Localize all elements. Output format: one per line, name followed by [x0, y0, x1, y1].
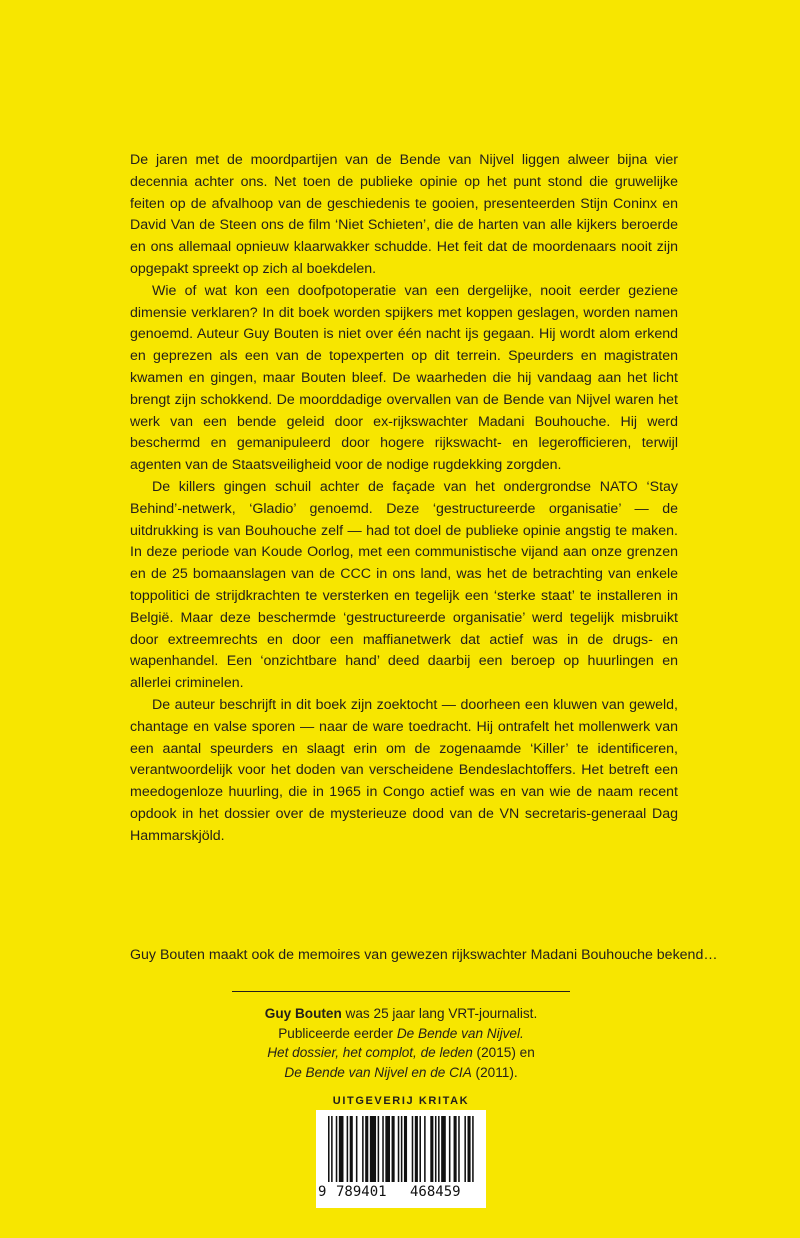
barcode-bar — [331, 1116, 333, 1182]
barcode-bar — [370, 1116, 376, 1182]
barcode-bar — [378, 1116, 380, 1182]
blurb-text — [130, 150, 678, 848]
isbn-left-group: 789401 — [336, 1184, 387, 1200]
closing-line: Guy Bouten maakt ook de memoires van gewezen rijkswachter Madani Bouhouche bekend… — [130, 947, 718, 963]
author-name: Guy Bouten — [264, 1006, 342, 1021]
barcode-bar — [365, 1116, 368, 1182]
barcode-bar — [398, 1116, 400, 1182]
bio-book-title-2: De Bende van Nijvel en de CIA — [284, 1064, 472, 1080]
barcode-bar — [328, 1116, 330, 1182]
barcode-bar — [438, 1116, 440, 1182]
barcode-bar — [347, 1116, 349, 1182]
bio-line-3-plain: (2015) en — [472, 1045, 535, 1060]
barcode-bar — [356, 1116, 358, 1182]
barcode-bar — [336, 1116, 338, 1182]
barcode-bar — [441, 1116, 446, 1182]
barcode-bar — [435, 1116, 437, 1182]
isbn-number — [316, 1180, 486, 1208]
barcode-bar — [362, 1116, 364, 1182]
barcode-bar — [454, 1116, 457, 1182]
isbn-right-group: 468459 — [410, 1184, 461, 1200]
barcode-bar — [419, 1116, 421, 1182]
publisher-name: UITGEVERIJ KRITAK — [332, 1095, 470, 1107]
barcode-bar — [404, 1116, 407, 1182]
blurb-paragraph-3: De killers gingen schuil achter de façade van het ondergrondse NATO ‘Stay Behind’-netwerk, ‘Gladio’ genoemd. Deze ‘gestructureerde organisatie’ — de uitdrukking is van Bouhouche zelf — had tot doel de publieke opinie angstig te maken. In deze periode van Koude Oorlog, met een communistische vijand aan onze grenzen en de 25 bomaanslagen van de CCC in ons land, was het de betrachting van enkele toppolitici de strijdkrachten te versterken en tegelijk een ‘sterke staat’ te installeren in België. Maar deze beschermde ‘gestructureerde organisatie’ werd tegelijk misbruikt door extreemrechts en door een maffianetwerk dat actief was in de drugs- en wapenhandel. Een ‘onzichtbare hand’ deed daarbij een beroep op huurlingen en allerlei criminelen. — [130, 478, 678, 692]
bio-book-title-1b: Het dossier, het complot, de leden — [267, 1045, 473, 1060]
barcode-bar — [392, 1116, 395, 1182]
barcode-bar — [468, 1116, 471, 1182]
barcode-bar — [464, 1116, 466, 1182]
bio-line-4-plain: (2011). — [471, 1064, 518, 1080]
author-bio — [232, 1004, 570, 1082]
barcode-bar — [472, 1116, 474, 1182]
divider-rule — [232, 991, 570, 992]
blurb-paragraph-4: De auteur beschrijft in dit boek zijn zoektocht — doorheen een kluwen van geweld, chantage en valse sporen — naar de ware toedracht. Hij ontrafelt het mollenwerk van een aantal speurders en slaagt erin om de zogenaamde ‘Killer’ te identificeren, verantwoordelijk voor het doden van verscheidene Bendeslachtoffers. Het betreft een meedogenloze huurling, die in 1965 in Congo actief was en van wie de naam recent opdook in het dossier over de mysterieuze dood van de VN secretaris-generaal Dag Hammarskjöld. — [130, 696, 678, 844]
bio-book-title-1a: De Bende van Nijvel. — [396, 1025, 524, 1041]
barcode-bar — [385, 1116, 390, 1182]
barcode-bar — [415, 1116, 418, 1182]
barcode-bar — [424, 1116, 426, 1182]
barcode-bar — [412, 1116, 414, 1182]
barcode-bar — [458, 1116, 460, 1182]
barcode-bar — [401, 1116, 403, 1182]
barcode-bar — [382, 1116, 384, 1182]
bio-line-1: was 25 jaar lang VRT-journalist. — [341, 1006, 538, 1021]
barcode-bar — [350, 1116, 353, 1182]
blurb-paragraph-1: De jaren met de moordpartijen van de Bende van Nijvel liggen alweer bijna vier decennia achter ons. Net toen de publieke opinie op het punt stond die gruwelijke feiten op de afvalhoop van de geschiedenis te gooien, presenteerden Stijn Coninx en David Van de Steen ons de film ‘Niet Schieten’, die de harten van alle kijkers beroerde en ons allemaal opnieuw klaarwakker schudde. Het feit dat de moordenaars nooit zijn opgepakt spreekt op zich al boekdelen. — [130, 152, 678, 277]
blurb-paragraph-2: Wie of wat kon een doofpotoperatie van een dergelijke, nooit eerder geziene dimensie verklaren? In dit boek worden spijkers met koppen geslagen, worden namen genoemd. Auteur Guy Bouten is niet over één nacht ijs gegaan. Hij wordt alom erkend en geprezen als een van de topexperten op dit terrein. Speurders en magistraten kwamen en gingen, maar Bouten bleef. De waarheden die hij vandaag aan het licht brengt zijn schokkend. De moorddadige overvallen van de Bende van Nijvel waren het werk van een bende geleid door ex-rijkswachter Madani Bouhouche. Hij werd beschermd en gemanipuleerd door hogere rijkswacht- en legerofficieren, terwijl agenten van de Staatsveiligheid voor de nodige rugdekking zorgden. — [130, 282, 678, 474]
barcode-bar — [430, 1116, 433, 1182]
barcode-bar — [339, 1116, 344, 1182]
barcode-bar — [449, 1116, 451, 1182]
isbn-lead-digit: 9 — [318, 1184, 327, 1200]
bio-line-2-plain: Publiceerde eerder — [278, 1025, 397, 1041]
